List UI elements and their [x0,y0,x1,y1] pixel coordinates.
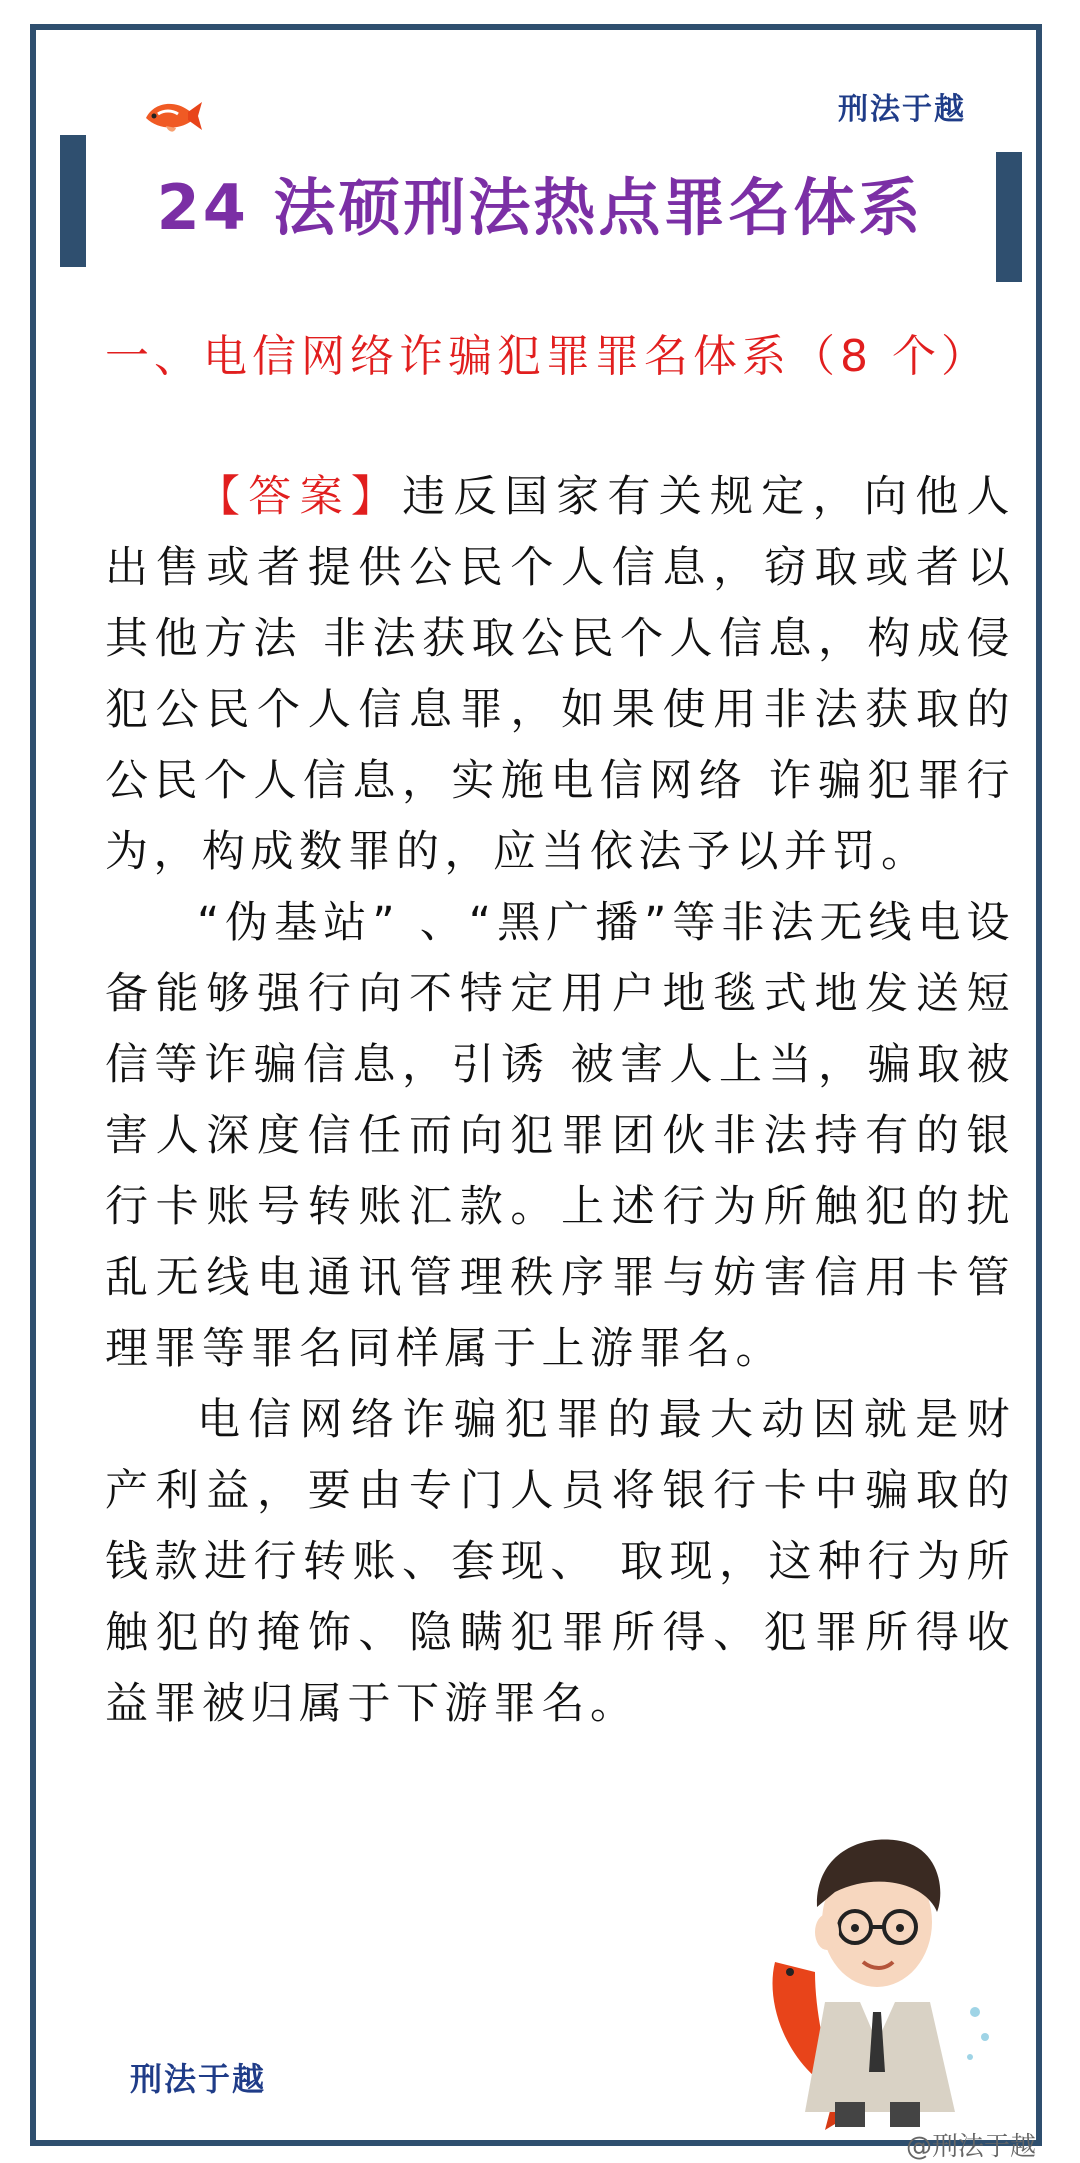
brand-bottom-label: 刑法于越 [130,2060,267,2098]
brand-top-label: 刑法于越 [838,92,966,127]
paragraph-1 [105,462,1015,888]
section-heading: 一、电信网络诈骗犯罪罪名体系（8 个） [105,331,990,382]
answer-label: 【答案】 [197,472,403,522]
paragraph-3: 电信网络诈骗犯罪的最大动因就是财产利益，要由专门人员将银行卡中骗取的钱款进行转账、套现、 取现，这种行为所触犯的掩饰、隐瞒犯罪所得、犯罪所得收益罪被归属于下游罪名。 [105,1395,1015,1729]
paragraph-2: “伪基站” 、“黑广播”等非法无线电设备能够强行向不特定用户地毯式地发送短信等诈骗信息，引诱 被害人上当，骗取被害人深度信任而向犯罪团伙非法持有的银行卡账号转账汇款。上述行为所触犯的扰 乱无线电通讯管理秩序罪与妨害信用卡管理罪等罪名同样属于上游罪名。 [105,898,1015,1374]
page-title: 24 法硕刑法热点罪名体系 [156,171,924,244]
mascot-illustration [755,1812,1000,2132]
koi-fish-icon [140,92,204,136]
article-body [105,462,1015,1740]
paragraph-1-text: 违反国家有关规定，向他人出售或者提供公民个人信息，窃取或者以其他方法 非法获取公民个人信息，构成侵犯公民个人信息罪，如果使用非法获取的公民个人信息，实施电信网络 诈骗犯罪行为，构成数罪的，应当依法予以并罚。 [105,472,1016,877]
watermark: @刑法于越 [906,2132,1037,2162]
